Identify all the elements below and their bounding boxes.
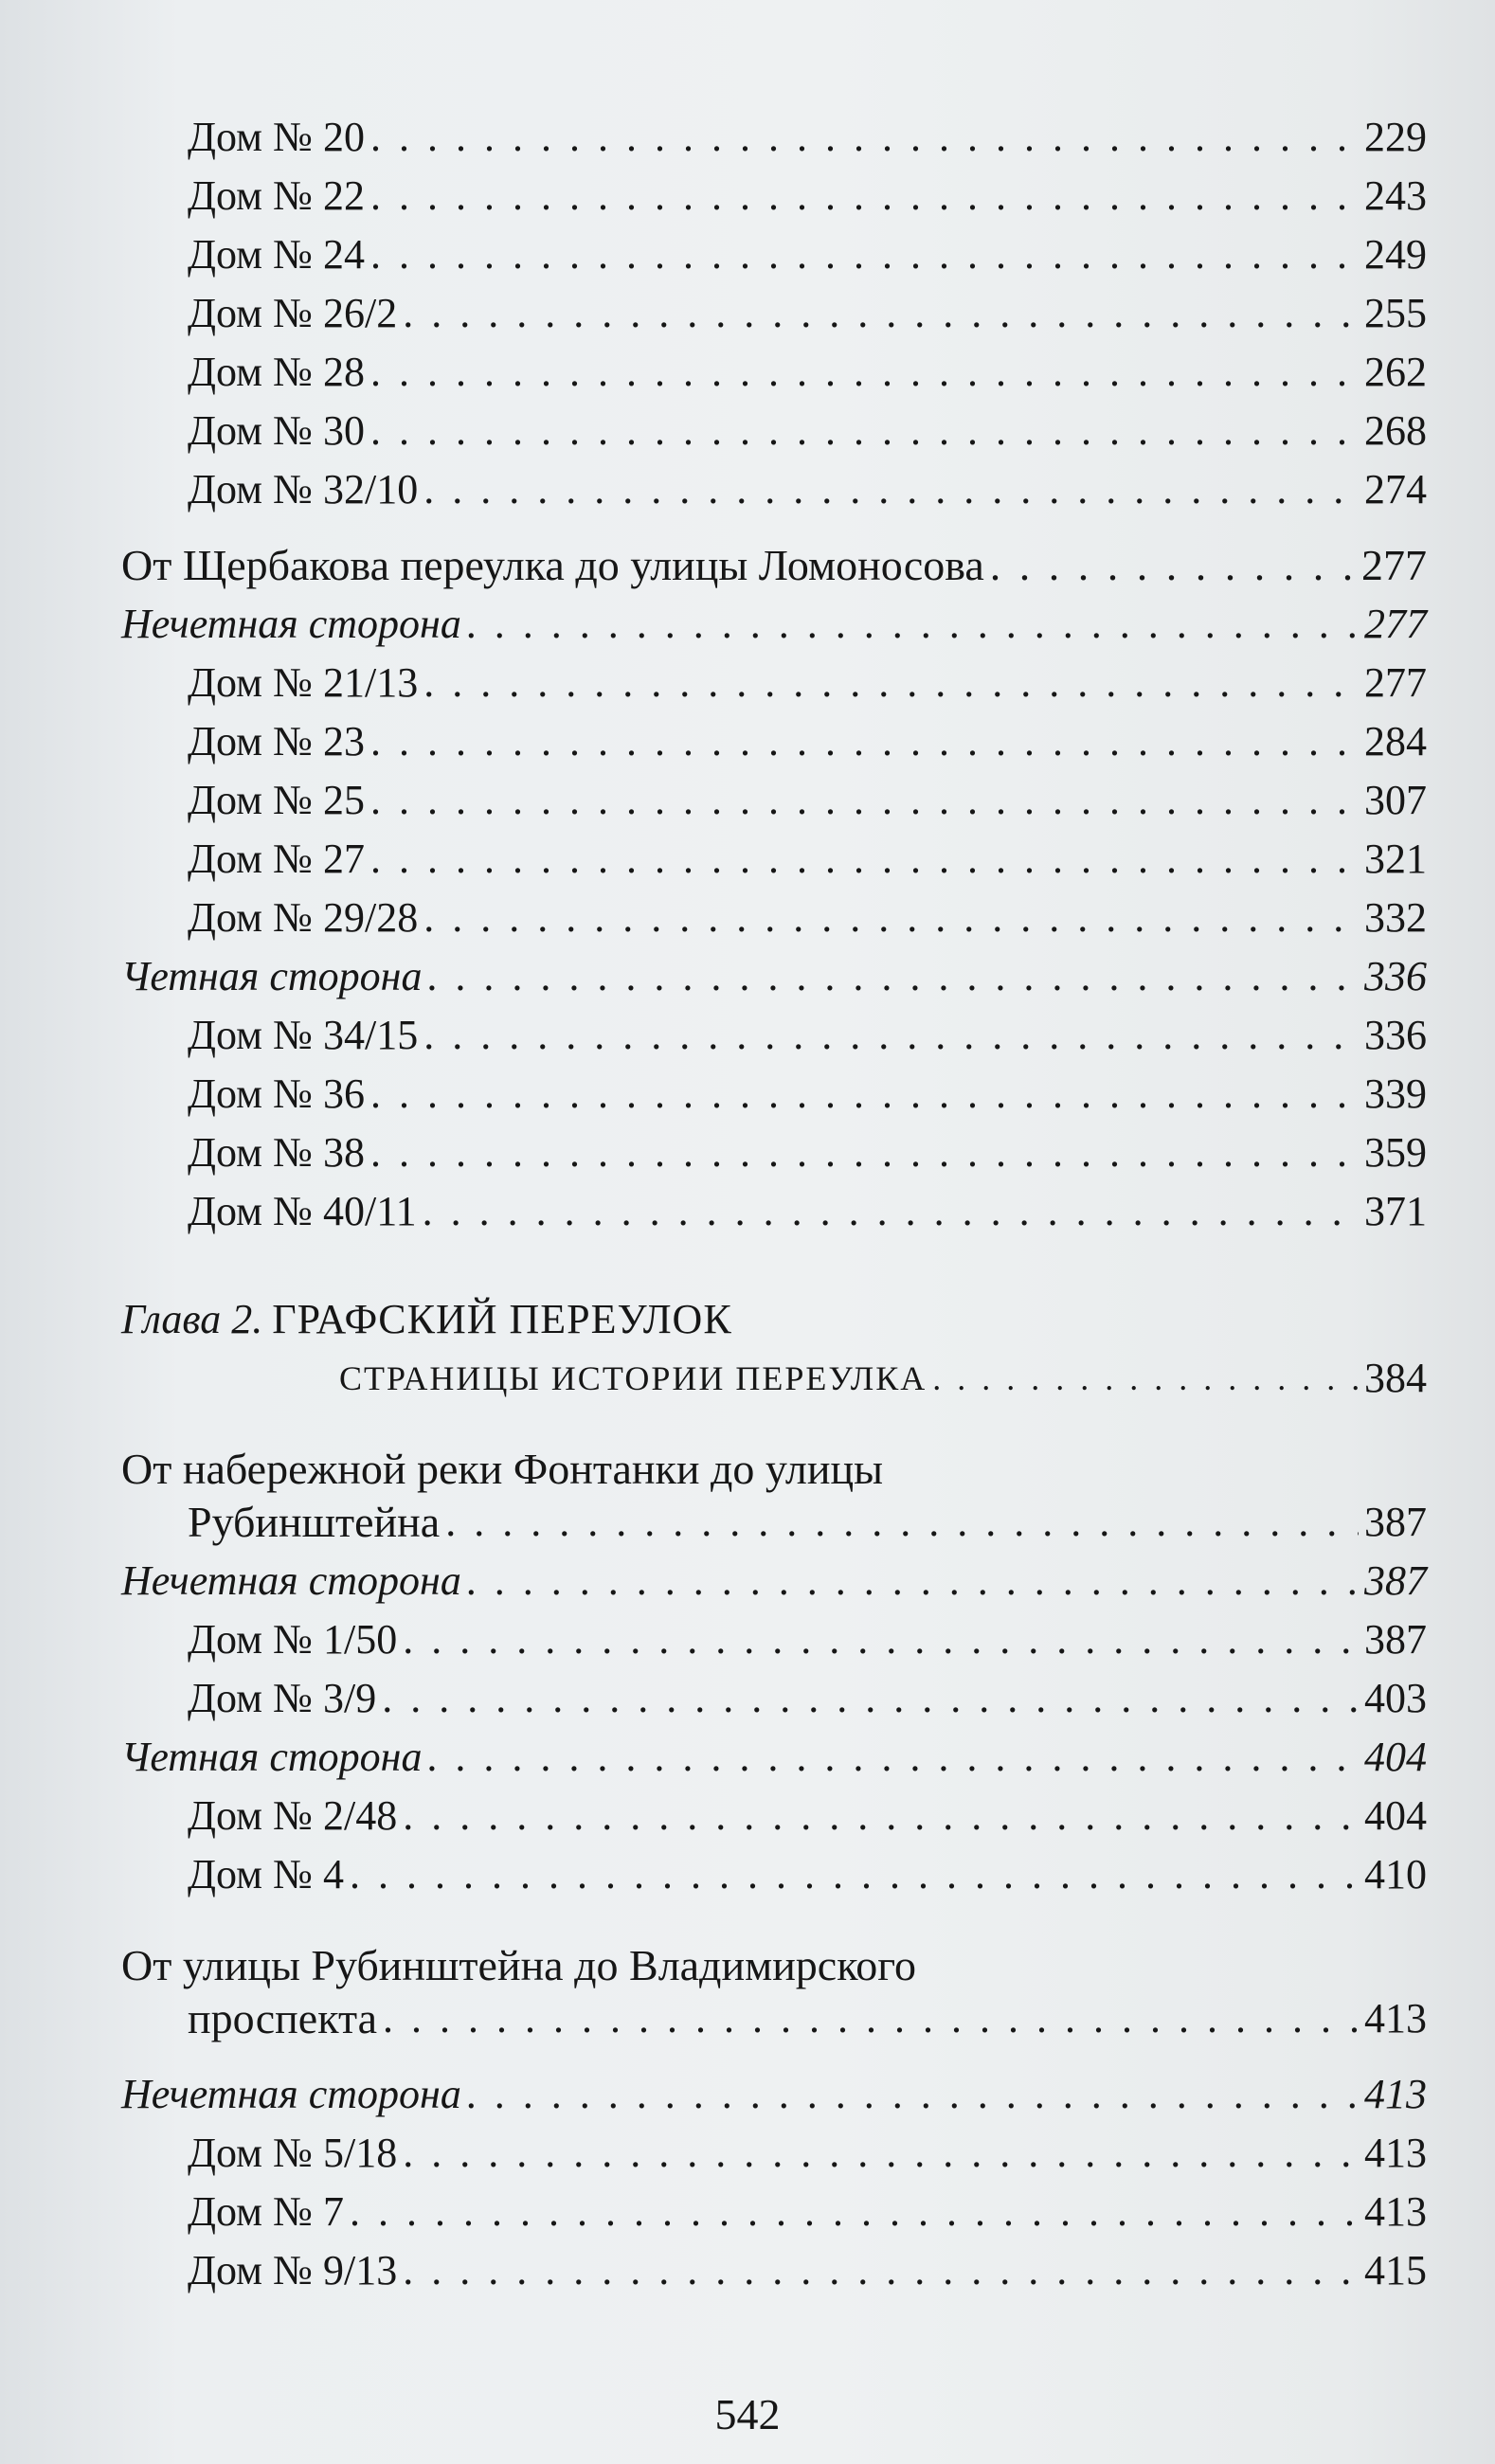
section-title-line1: От набережной реки Фонтанки до улицы <box>121 1445 883 1493</box>
section-title-line2: проспекта <box>188 1994 378 2042</box>
toc-entry-page: 277 <box>1361 541 1427 589</box>
dot-leader <box>403 2247 1359 2294</box>
dot-leader <box>370 718 1359 765</box>
toc-entry-house-3-9 <box>121 1664 1427 1722</box>
dot-leader <box>403 1616 1359 1664</box>
toc-even-side-2 <box>121 1722 1427 1781</box>
toc-entry-house-5-18 <box>121 2118 1427 2177</box>
toc-entry-page: 243 <box>1364 172 1427 219</box>
dot-leader <box>403 2130 1359 2177</box>
toc-entry-house-22 <box>121 161 1427 220</box>
dot-leader <box>370 231 1359 279</box>
toc-entry-house-21-13 <box>121 648 1427 707</box>
toc-entry-page: 413 <box>1364 2130 1427 2176</box>
toc-odd-side-2 <box>121 1546 1427 1605</box>
toc-entry-title: Дом № 9/13 <box>188 2247 398 2293</box>
toc-entry-house-7 <box>121 2177 1427 2236</box>
toc-entry-title: Четная сторона <box>121 1734 423 1780</box>
dot-leader <box>350 1851 1359 1898</box>
toc-section-sherbakov <box>121 531 1427 589</box>
toc-entry-page: 415 <box>1364 2247 1427 2293</box>
toc-entry-title: Дом № 1/50 <box>188 1616 398 1663</box>
dot-leader <box>423 1012 1359 1059</box>
dot-leader <box>423 1188 1359 1235</box>
chapter-title: ГРАФСКИЙ ПЕРЕУЛОК <box>272 1296 732 1342</box>
toc-entry-house-25 <box>121 765 1427 824</box>
toc-entry-page: 371 <box>1364 1188 1427 1234</box>
dot-leader <box>427 953 1359 1000</box>
toc-entry-title: Дом № 2/48 <box>188 1792 398 1839</box>
dot-leader <box>423 466 1359 513</box>
toc-entry-page: 268 <box>1364 407 1427 454</box>
toc-entry-house-27 <box>121 824 1427 883</box>
dot-leader <box>370 1070 1359 1118</box>
toc-even-side-1 <box>121 942 1427 1000</box>
toc-entry-title: Нечетная сторона <box>121 2071 461 2117</box>
dot-leader <box>370 114 1359 161</box>
toc-entry-page: 255 <box>1364 290 1427 336</box>
toc-odd-side-1 <box>121 589 1427 648</box>
dot-leader <box>370 777 1359 824</box>
toc-entry-title: Дом № 22 <box>188 172 365 219</box>
toc-entry-house-40-11 <box>121 1177 1427 1235</box>
toc-entry-house-20 <box>121 102 1427 161</box>
toc-chapter-2-subtitle <box>121 1343 1427 1402</box>
toc-entry-page: 410 <box>1364 1851 1427 1897</box>
toc-entry-page: 387 <box>1364 1557 1427 1604</box>
toc-entry-house-23 <box>121 707 1427 765</box>
toc-entry-page: 274 <box>1364 466 1427 513</box>
dot-leader <box>403 290 1359 337</box>
dot-leader <box>467 2071 1359 2118</box>
toc-entry-title: Дом № 23 <box>188 718 365 764</box>
toc-entry-title: Дом № 25 <box>188 777 365 823</box>
toc-entry-title: Дом № 34/15 <box>188 1012 419 1058</box>
toc-entry-title: Дом № 7 <box>188 2188 344 2235</box>
toc-entry-house-26-2 <box>121 279 1427 337</box>
toc-entry-page: 359 <box>1364 1129 1427 1176</box>
section-page: 413 <box>1364 1995 1427 2041</box>
dot-leader <box>350 2188 1359 2236</box>
toc-entry-title: Дом № 38 <box>188 1129 365 1176</box>
dot-leader <box>427 1734 1359 1781</box>
section-title-line1: От улицы Рубинштейна до Владимирского <box>121 1941 916 1989</box>
toc-entry-title: Нечетная сторона <box>121 1557 461 1604</box>
toc-entry-title: Дом № 29/28 <box>188 894 419 941</box>
chapter-label: Глава 2. <box>121 1296 263 1342</box>
toc-entry-page: 321 <box>1364 836 1427 882</box>
section-page: 387 <box>1364 1499 1427 1545</box>
toc-entry-page: 307 <box>1364 777 1427 823</box>
toc-chapter-2-heading <box>121 1288 1427 1343</box>
toc-entry-page: 277 <box>1364 659 1427 706</box>
dot-leader <box>403 1792 1359 1840</box>
toc-entry-title: Дом № 30 <box>188 407 365 454</box>
toc-entry-page: 249 <box>1364 231 1427 278</box>
toc-entry-house-32-10 <box>121 455 1427 513</box>
toc-entry-house-38 <box>121 1118 1427 1177</box>
toc-entry-title: Дом № 36 <box>188 1070 365 1117</box>
dot-leader <box>370 1129 1359 1177</box>
dot-leader <box>370 172 1359 220</box>
toc-entry-title: Дом № 20 <box>188 114 365 160</box>
table-of-contents <box>121 102 1427 2294</box>
toc-entry-page: 413 <box>1364 2188 1427 2235</box>
toc-entry-title: Дом № 5/18 <box>188 2130 398 2176</box>
toc-entry-house-29-28 <box>121 883 1427 942</box>
toc-entry-house-34-15 <box>121 1000 1427 1059</box>
toc-entry-page: 277 <box>1364 601 1427 647</box>
dot-leader <box>382 1675 1359 1722</box>
toc-entry-title: Дом № 40/11 <box>188 1188 417 1234</box>
dot-leader <box>990 542 1356 589</box>
toc-entry-title: Дом № 32/10 <box>188 466 419 513</box>
dot-leader <box>467 601 1359 648</box>
toc-odd-side-3 <box>121 2059 1427 2118</box>
toc-entry-page: 404 <box>1364 1734 1427 1780</box>
toc-entry-page: 404 <box>1364 1792 1427 1839</box>
toc-entry-title: СТРАНИЦЫ ИСТОРИИ ПЕРЕУЛКА <box>339 1359 928 1397</box>
toc-entry-page: 339 <box>1364 1070 1427 1117</box>
toc-entry-title: Дом № 3/9 <box>188 1675 377 1721</box>
toc-entry-title: Дом № 21/13 <box>188 659 419 706</box>
toc-entry-title: Нечетная сторона <box>121 601 461 647</box>
toc-entry-page: 284 <box>1364 718 1427 764</box>
toc-entry-page: 262 <box>1364 349 1427 395</box>
dot-leader <box>370 407 1359 455</box>
toc-entry-page: 413 <box>1364 2071 1427 2117</box>
dot-leader <box>932 1355 1359 1402</box>
toc-entry-page: 387 <box>1364 1616 1427 1663</box>
toc-entry-title: Дом № 4 <box>188 1851 344 1897</box>
toc-entry-title: Дом № 27 <box>188 836 365 882</box>
dot-leader <box>370 836 1359 883</box>
toc-entry-house-28 <box>121 337 1427 396</box>
toc-section-rubinstein <box>121 1940 1427 2042</box>
toc-entry-title: Дом № 26/2 <box>188 290 398 336</box>
dot-leader <box>467 1557 1359 1605</box>
dot-leader <box>383 1995 1359 2042</box>
toc-entry-title: Дом № 28 <box>188 349 365 395</box>
toc-entry-page: 384 <box>1364 1355 1427 1401</box>
toc-entry-house-30 <box>121 396 1427 455</box>
dot-leader <box>445 1499 1359 1546</box>
toc-entry-title: Дом № 24 <box>188 231 365 278</box>
toc-entry-house-9-13 <box>121 2236 1427 2294</box>
dot-leader <box>370 349 1359 396</box>
dot-leader <box>423 894 1359 942</box>
toc-entry-title: Четная сторона <box>121 953 423 999</box>
toc-entry-title: От Щербакова переулка до улицы Ломоносова <box>121 541 984 589</box>
toc-entry-house-4 <box>121 1840 1427 1898</box>
toc-section-fontanka <box>121 1444 1427 1546</box>
dot-leader <box>423 659 1359 707</box>
toc-entry-house-2-48 <box>121 1781 1427 1840</box>
toc-entry-house-24 <box>121 220 1427 279</box>
toc-entry-page: 229 <box>1364 114 1427 160</box>
toc-entry-page: 336 <box>1364 953 1427 999</box>
section-title-line2: Рубинштейна <box>188 1498 441 1546</box>
toc-entry-house-1-50 <box>121 1605 1427 1664</box>
page-number: 542 <box>714 2390 781 2438</box>
toc-entry-house-36 <box>121 1059 1427 1118</box>
toc-entry-page: 403 <box>1364 1675 1427 1721</box>
toc-entry-page: 336 <box>1364 1012 1427 1058</box>
toc-entry-page: 332 <box>1364 894 1427 941</box>
